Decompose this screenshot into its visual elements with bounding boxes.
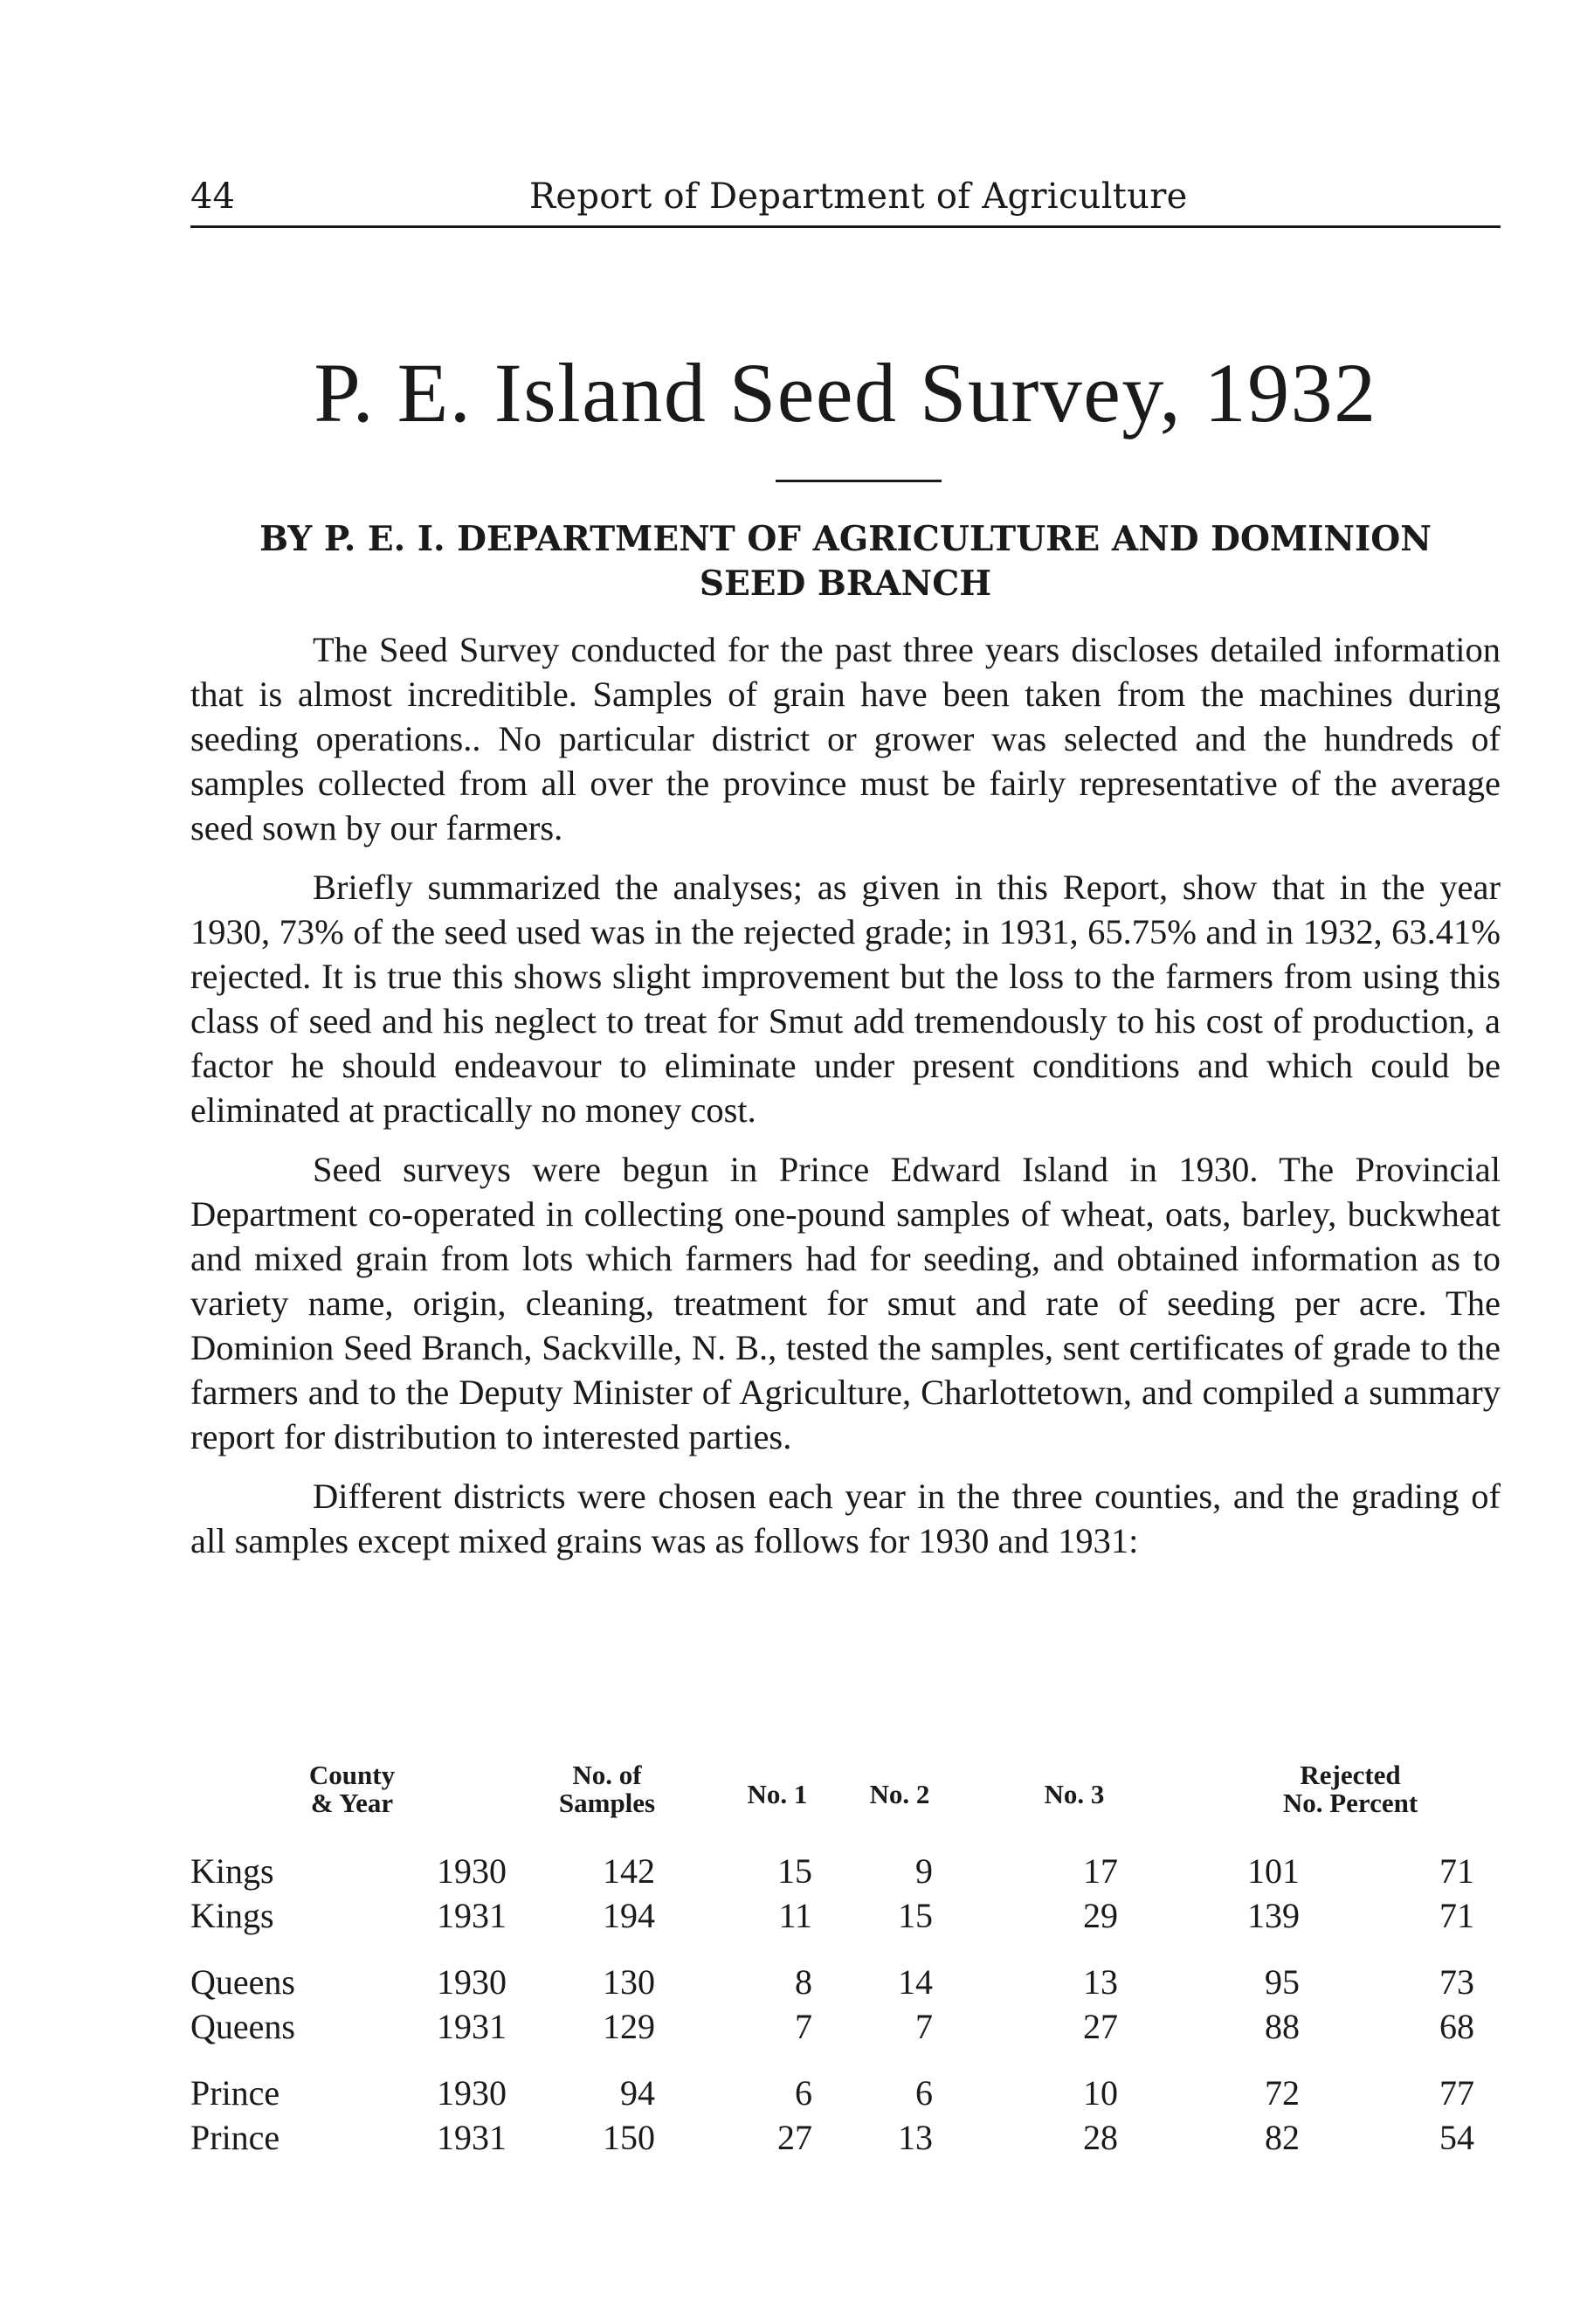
cell-year: 1930	[437, 1962, 507, 2002]
cell-no1: 27	[777, 2118, 812, 2157]
cell-county: Queens	[190, 2007, 295, 2046]
cell-rejected-no: 139	[1247, 1896, 1300, 1935]
cell-rejected-percent: 71	[1439, 1851, 1474, 1891]
cell-samples: 94	[620, 2073, 655, 2113]
cell-year: 1931	[437, 2007, 507, 2046]
cell-no2: 6	[915, 2073, 933, 2113]
cell-samples: 194	[603, 1896, 655, 1935]
table-row	[190, 2115, 1483, 2160]
header-no1: No. 1	[747, 1779, 808, 1809]
table-row	[190, 2071, 1483, 2115]
cell-rejected-no: 101	[1247, 1851, 1300, 1891]
header-rejected: Rejected No. Percent	[1282, 1760, 1418, 1818]
running-header	[190, 171, 1501, 222]
cell-year: 1930	[437, 1851, 507, 1891]
cell-rejected-percent: 68	[1439, 2007, 1474, 2046]
cell-county: Queens	[190, 1962, 295, 2002]
grading-table	[190, 1761, 1483, 2160]
cell-county: Kings	[190, 1896, 274, 1935]
running-title: Report of Department of Agriculture	[529, 176, 1188, 217]
title-rule	[776, 480, 942, 482]
cell-no2: 14	[898, 1962, 933, 2002]
cell-samples: 142	[603, 1851, 655, 1891]
cell-rejected-no: 88	[1265, 2007, 1300, 2046]
header-no2: No. 2	[869, 1779, 930, 1809]
cell-county: Prince	[190, 2118, 280, 2157]
cell-samples: 129	[603, 2007, 655, 2046]
body-text	[190, 627, 1501, 1578]
cell-rejected-no: 95	[1265, 1962, 1300, 2002]
cell-no2: 15	[898, 1896, 933, 1935]
paragraph-2: Briefly summarized the analyses; as given in this Report, show that in the year 1930, 73% of the seed used was in the rejected grade; in 1931, 65.75% and in 1932, 63.41% rejected. It is true this shows slight improvement but the loss to the farmers from using this class of seed and his neglect to treat for Smut add tremendously to his cost of production, a factor he should endeavour to eliminate under present conditions and which could be eliminated at practically no money cost.	[190, 868, 1501, 1130]
page-number: 44	[190, 176, 235, 217]
paragraph-4: Different districts were chosen each year in the three counties, and the grading of all samples except mixed grains was as follows for 1930 and 1931:	[190, 1477, 1501, 1560]
cell-no2: 13	[898, 2118, 933, 2157]
byline	[190, 517, 1501, 606]
byline-line-2: SEED BRANCH	[699, 564, 992, 604]
cell-no3: 10	[1083, 2073, 1118, 2113]
table-row	[190, 1893, 1483, 1938]
cell-rejected-percent: 71	[1439, 1896, 1474, 1935]
cell-no1: 8	[795, 1962, 812, 2002]
cell-no3: 28	[1083, 2118, 1118, 2157]
byline-line-1: BY P. E. I. DEPARTMENT OF AGRICULTURE AND DOMINION	[259, 519, 1432, 559]
paragraph-3: Seed surveys were begun in Prince Edward Island in 1930. The Provincial Department co-operated in collecting one-pound samples of wheat, oats, barley, buckwheat and mixed grain from lots which farmers had for seeding, and obtained information as to variety name, origin, cleaning, treatment for smut and rate of seeding per acre. The Dominion Seed Branch, Sackville, N. B., tested the samples, sent certificates of grade to the farmers and to the Deputy Minister of Agriculture, Charlottetown, and compiled a summary report for distribution to interested parties.	[190, 1150, 1501, 1456]
cell-samples: 130	[603, 1962, 655, 2002]
cell-no3: 13	[1083, 1962, 1118, 2002]
header-samples: No. of Samples	[558, 1760, 656, 1818]
cell-no1: 11	[778, 1896, 812, 1935]
table-row	[190, 1849, 1483, 1893]
cell-rejected-no: 82	[1265, 2118, 1300, 2157]
cell-rejected-no: 72	[1265, 2073, 1300, 2113]
cell-rejected-percent: 54	[1439, 2118, 1474, 2157]
paragraph-1: The Seed Survey conducted for the past three years discloses detailed information that is almost increditible. Samples of grain have been taken from the machines during seeding operations.. No particular district or grower was selected and the hundreds of samples collected from all over the province must be fairly representative of the average seed sown by our farmers.	[190, 630, 1501, 847]
header-county-year: County & Year	[308, 1760, 396, 1818]
cell-year: 1931	[437, 2118, 507, 2157]
cell-county: Prince	[190, 2073, 280, 2113]
cell-year: 1931	[437, 1896, 507, 1935]
cell-county: Kings	[190, 1851, 274, 1891]
cell-no3: 29	[1083, 1896, 1118, 1935]
table-row	[190, 1960, 1483, 2004]
table-row	[190, 2004, 1483, 2049]
cell-rejected-percent: 77	[1439, 2073, 1474, 2113]
table-header	[190, 1761, 1483, 1849]
cell-rejected-percent: 73	[1439, 1962, 1474, 2002]
cell-no2: 7	[915, 2007, 933, 2046]
cell-samples: 150	[603, 2118, 655, 2157]
page-title: P. E. Island Seed Survey, 1932	[314, 346, 1377, 439]
cell-no2: 9	[915, 1851, 933, 1891]
header-no3: No. 3	[1044, 1779, 1105, 1809]
cell-no1: 15	[777, 1851, 812, 1891]
cell-no3: 27	[1083, 2007, 1118, 2046]
cell-year: 1930	[437, 2073, 507, 2113]
header-rule	[190, 225, 1501, 228]
cell-no1: 6	[795, 2073, 812, 2113]
cell-no3: 17	[1083, 1851, 1118, 1891]
cell-no1: 7	[795, 2007, 812, 2046]
